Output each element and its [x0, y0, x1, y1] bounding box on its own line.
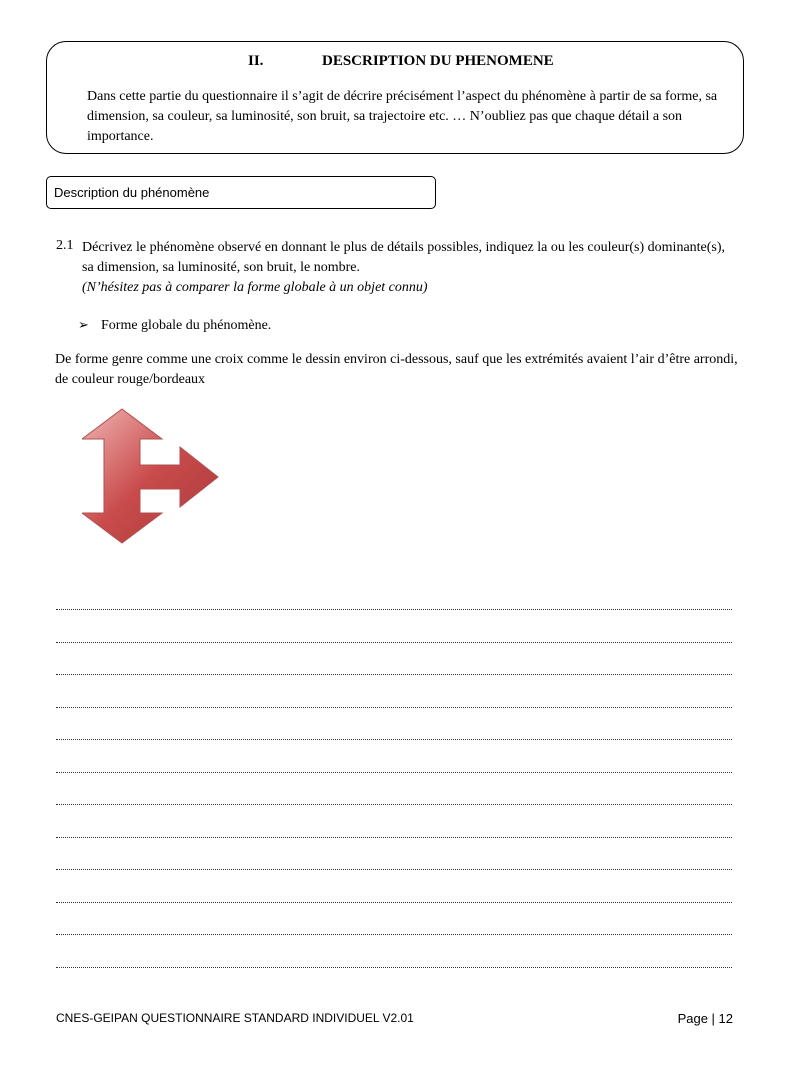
blank-answer-line[interactable]: [56, 739, 732, 740]
bullet-text: Forme globale du phénomène.: [101, 318, 272, 333]
section-header-box: [46, 41, 744, 154]
footer-document-title: CNES-GEIPAN QUESTIONNAIRE STANDARD INDIVIDUEL V2.01: [56, 1011, 414, 1025]
question-hint: (N’hésitez pas à comparer la forme globale à un objet connu): [82, 280, 428, 295]
question-body: Décrivez le phénomène observé en donnant le plus de détails possibles, indiquez la ou les couleur(s) dominante(s), sa dimension, sa luminosité, son bruit, le nombre.: [82, 240, 726, 275]
blank-answer-line[interactable]: [56, 804, 732, 805]
blank-answer-line[interactable]: [56, 674, 732, 675]
blank-answer-line[interactable]: [56, 902, 732, 903]
blank-answer-line[interactable]: [56, 707, 732, 708]
blank-answer-line[interactable]: [56, 609, 732, 610]
description-label-box: Description du phénomène: [46, 176, 436, 209]
blank-answer-line[interactable]: [56, 934, 732, 935]
section-number: II.: [248, 53, 264, 69]
blank-answer-line[interactable]: [56, 837, 732, 838]
blank-answer-line[interactable]: [56, 772, 732, 773]
question-text: [82, 238, 732, 298]
footer-page-number: Page | 12: [677, 1011, 733, 1026]
blank-answer-line[interactable]: [56, 869, 732, 870]
section-intro: Dans cette partie du questionnaire il s’agit de décrire précisément l’aspect du phénomène à partir de sa forme, sa dimension, sa couleur, sa luminosité, son bruit, sa trajectoire etc. … N’oubliez pas que chaque détail a son importance.: [87, 89, 718, 144]
handwritten-answer: De forme genre comme une croix comme le dessin environ ci-dessous, sauf que les extrémités avaient l’air d’être arrondi, de couleur rouge/bordeaux: [55, 352, 738, 387]
section-title: DESCRIPTION DU PHENOMENE: [322, 53, 554, 69]
red-arrow-cross-icon: [82, 407, 222, 545]
question-number: 2.1: [56, 238, 74, 253]
blank-answer-line[interactable]: [56, 642, 732, 643]
blank-answer-line[interactable]: [56, 967, 732, 968]
blank-answer-lines: [56, 609, 732, 999]
arrow-bullet-icon: ➢: [78, 318, 89, 333]
